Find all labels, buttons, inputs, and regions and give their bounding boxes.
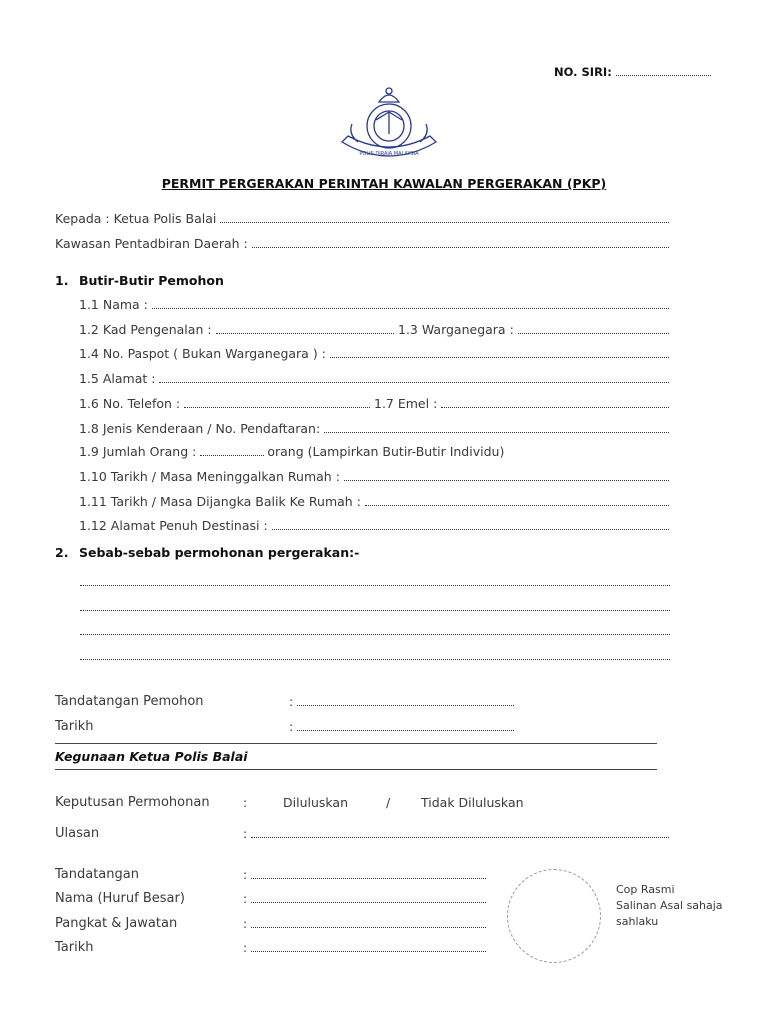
pangkat-field[interactable] [243,916,489,932]
destinasi-field[interactable] [79,518,672,534]
nama-field[interactable] [79,297,672,313]
approved-option[interactable]: Diluluskan [283,795,349,810]
destinasi-label: 1.12 Alamat Penuh Destinasi : [79,518,268,533]
nama-officer-field[interactable] [243,891,489,907]
colon: : [289,719,294,734]
rejected-option[interactable]: Tidak Diluluskan [421,795,524,810]
kenderaan-label: 1.8 Jenis Kenderaan / No. Pendaftaran: [79,421,321,436]
tarikh-keluar-field[interactable] [79,469,672,485]
warganegara-field[interactable] [398,322,672,338]
colon: : [243,867,248,882]
telefon-field[interactable] [79,396,373,412]
pangkat-label: Pangkat & Jawatan [55,916,178,931]
tarikh-balik-label: 1.11 Tarikh / Masa Dijangka Balik Ke Rumah : [79,494,361,509]
colon: : [243,916,248,931]
emel-label: 1.7 Emel : [374,396,438,411]
kepada-field[interactable] [55,211,672,227]
jumlah-suffix: orang (Lampirkan Butir-Butir Individu) [267,444,505,459]
colon: : [243,795,248,810]
reason-line-4[interactable] [80,659,670,660]
divider-top [55,743,657,744]
tandatangan-label: Tandatangan [55,867,139,882]
serial-label: NO. SIRI: [554,65,612,79]
tarikh-officer-label: Tarikh [55,940,94,955]
kawasan-label: Kawasan Pentadbiran Daerah : [55,236,248,251]
applicant-signature-label: Tandatangan Pemohon [55,694,204,709]
colon: : [289,694,294,709]
emel-field[interactable] [374,396,672,412]
stamp-line-3: sahlaku [616,915,659,928]
kenderaan-field[interactable] [79,421,672,437]
officer-heading: Kegunaan Ketua Polis Balai [55,749,248,764]
reason-line-2[interactable] [80,610,670,611]
jumlah-field[interactable] [79,444,539,460]
reason-line-1[interactable] [80,585,670,586]
alamat-label: 1.5 Alamat : [79,371,156,386]
stamp-line-2: Salinan Asal sahaja [616,899,723,912]
page-title: PERMIT PERGERAKAN PERINTAH KAWALAN PERGERAKAN (PKP) [161,176,607,191]
tarikh-officer-field[interactable] [243,940,489,956]
tandatangan-field[interactable] [243,867,489,883]
divider-bottom [55,769,657,770]
alamat-field[interactable] [79,371,672,387]
warganegara-label: 1.3 Warganegara : [398,322,514,337]
applicant-date-label: Tarikh [55,719,94,734]
kad-label: 1.2 Kad Pengenalan : [79,322,212,337]
stamp-circle [507,869,601,963]
kad-field[interactable] [79,322,397,338]
section2-number: 2. [55,545,69,560]
colon: : [243,826,248,841]
telefon-label: 1.6 No. Telefon : [79,396,181,411]
kepada-label: Kepada : Ketua Polis Balai [55,211,217,226]
applicant-date-field[interactable] [289,719,517,735]
colon: : [243,940,248,955]
keputusan-label: Keputusan Permohonan [55,795,210,810]
tarikh-keluar-label: 1.10 Tarikh / Masa Meninggalkan Rumah : [79,469,340,484]
paspot-field[interactable] [79,346,672,362]
slash: / [386,795,391,810]
reason-line-3[interactable] [80,634,670,635]
applicant-signature-field[interactable] [289,694,517,710]
stamp-line-1: Cop Rasmi [616,883,675,896]
section2-heading: Sebab-sebab permohonan pergerakan:- [79,545,360,560]
police-crest-logo [332,84,446,164]
section1-heading: Butir-Butir Pemohon [79,273,224,288]
paspot-label: 1.4 No. Paspot ( Bukan Warganegara ) : [79,346,326,361]
colon: : [243,891,248,906]
kawasan-field[interactable] [55,236,672,252]
logo-text: POLIS DIRAJA MALAYSIA [359,151,419,157]
ulasan-label: Ulasan [55,826,100,841]
jumlah-label: 1.9 Jumlah Orang : [79,444,197,459]
nama-label: 1.1 Nama : [79,297,148,312]
serial-number-field[interactable] [554,64,714,80]
tarikh-balik-field[interactable] [79,494,672,510]
section1-number: 1. [55,273,69,288]
ulasan-field[interactable] [243,826,672,842]
nama-officer-label: Nama (Huruf Besar) [55,891,185,906]
